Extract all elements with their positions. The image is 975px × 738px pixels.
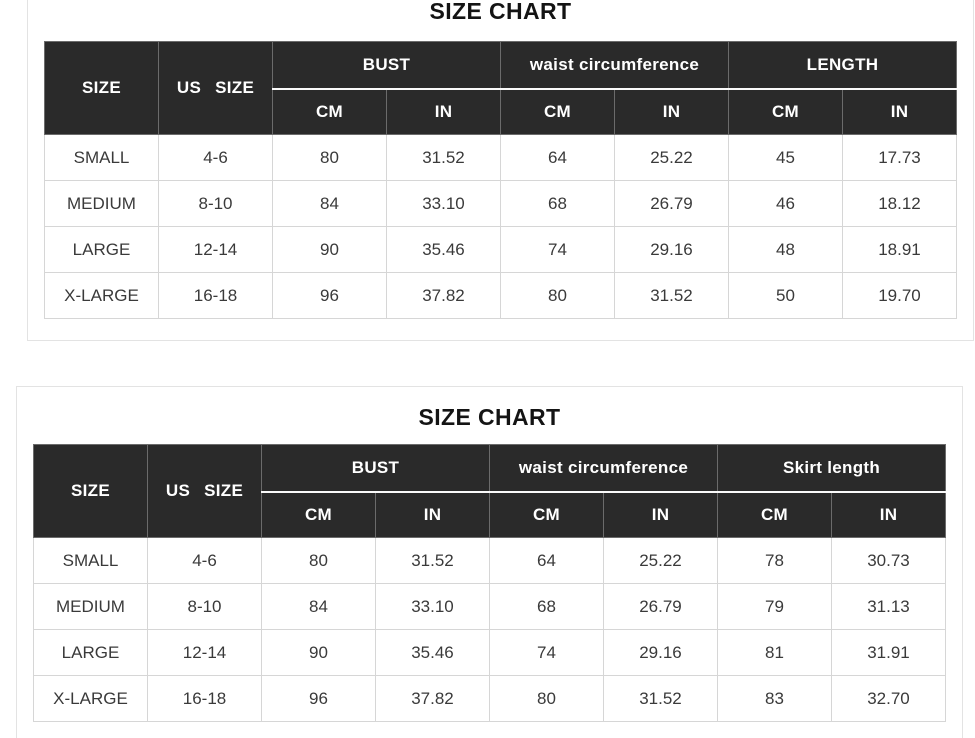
unit-header-bust-in: IN [387,89,501,135]
length-in-cell: 18.12 [843,181,957,227]
size-chart-card-bottom [16,386,963,738]
column-header-us-size: US SIZE [148,445,262,538]
table-row [34,630,946,676]
bust-in-cell: 37.82 [376,676,490,722]
table-row [45,227,957,273]
table-row [34,676,946,722]
size-cell: X-LARGE [34,676,148,722]
group-header-waist: waist circumference [501,42,729,90]
group-header-length: LENGTH [729,42,957,90]
group-header-waist: waist circumference [490,445,718,493]
unit-header-waist-in: IN [615,89,729,135]
us-size-cell: 4-6 [148,538,262,584]
unit-header-bust-in: IN [376,492,490,538]
size-chart-title: SIZE CHART [429,0,572,24]
length-in-cell: 18.91 [843,227,957,273]
table-row [45,135,957,181]
size-cell: SMALL [34,538,148,584]
us-size-cell: 12-14 [159,227,273,273]
waist-cm-cell: 74 [490,630,604,676]
waist-in-cell: 26.79 [604,584,718,630]
bust-in-cell: 31.52 [376,538,490,584]
table-row [45,181,957,227]
skirt-length-in-cell: 32.70 [832,676,946,722]
column-header-size: SIZE [45,42,159,135]
size-cell: SMALL [45,135,159,181]
us-size-cell: 16-18 [159,273,273,319]
waist-cm-cell: 80 [490,676,604,722]
us-size-cell: 12-14 [148,630,262,676]
group-header-bust: BUST [262,445,490,493]
table-row [34,538,946,584]
bust-in-cell: 35.46 [387,227,501,273]
table-row [45,273,957,319]
us-size-cell: 8-10 [159,181,273,227]
bust-cm-cell: 80 [273,135,387,181]
size-chart-table-top [44,41,957,319]
bust-in-cell: 35.46 [376,630,490,676]
bust-cm-cell: 90 [262,630,376,676]
unit-header-waist-cm: CM [490,492,604,538]
length-in-cell: 19.70 [843,273,957,319]
table-header-group-row [34,445,946,493]
us-size-cell: 16-18 [148,676,262,722]
waist-cm-cell: 64 [501,135,615,181]
size-cell: LARGE [34,630,148,676]
bust-in-cell: 31.52 [387,135,501,181]
skirt-length-cm-cell: 81 [718,630,832,676]
length-cm-cell: 46 [729,181,843,227]
unit-header-waist-in: IN [604,492,718,538]
size-chart-card-top [27,0,974,341]
waist-cm-cell: 68 [501,181,615,227]
table-header-group-row [45,42,957,90]
unit-header-bust-cm: CM [273,89,387,135]
bust-in-cell: 33.10 [376,584,490,630]
size-cell: MEDIUM [34,584,148,630]
unit-header-length-cm: CM [729,89,843,135]
bust-cm-cell: 90 [273,227,387,273]
skirt-length-cm-cell: 78 [718,538,832,584]
table-row [34,584,946,630]
unit-header-skirt-cm: CM [718,492,832,538]
skirt-length-cm-cell: 83 [718,676,832,722]
skirt-length-in-cell: 31.13 [832,584,946,630]
column-header-us-size: US SIZE [159,42,273,135]
bust-cm-cell: 80 [262,538,376,584]
group-header-skirt-length: Skirt length [718,445,946,493]
size-chart-table-bottom [33,444,946,722]
length-in-cell: 17.73 [843,135,957,181]
us-size-cell: 4-6 [159,135,273,181]
waist-in-cell: 25.22 [615,135,729,181]
bust-in-cell: 33.10 [387,181,501,227]
waist-in-cell: 31.52 [615,273,729,319]
waist-in-cell: 29.16 [604,630,718,676]
size-cell: MEDIUM [45,181,159,227]
waist-cm-cell: 74 [501,227,615,273]
waist-cm-cell: 68 [490,584,604,630]
group-header-bust: BUST [273,42,501,90]
skirt-length-in-cell: 30.73 [832,538,946,584]
bust-cm-cell: 84 [262,584,376,630]
length-cm-cell: 45 [729,135,843,181]
unit-header-skirt-in: IN [832,492,946,538]
skirt-length-cm-cell: 79 [718,584,832,630]
bust-in-cell: 37.82 [387,273,501,319]
length-cm-cell: 48 [729,227,843,273]
waist-in-cell: 26.79 [615,181,729,227]
column-header-size: SIZE [34,445,148,538]
waist-cm-cell: 64 [490,538,604,584]
waist-cm-cell: 80 [501,273,615,319]
waist-in-cell: 31.52 [604,676,718,722]
bust-cm-cell: 84 [273,181,387,227]
waist-in-cell: 25.22 [604,538,718,584]
us-size-cell: 8-10 [148,584,262,630]
waist-in-cell: 29.16 [615,227,729,273]
size-cell: LARGE [45,227,159,273]
length-cm-cell: 50 [729,273,843,319]
skirt-length-in-cell: 31.91 [832,630,946,676]
unit-header-length-in: IN [843,89,957,135]
unit-header-waist-cm: CM [501,89,615,135]
bust-cm-cell: 96 [273,273,387,319]
unit-header-bust-cm: CM [262,492,376,538]
size-cell: X-LARGE [45,273,159,319]
bust-cm-cell: 96 [262,676,376,722]
size-chart-title: SIZE CHART [418,404,561,430]
